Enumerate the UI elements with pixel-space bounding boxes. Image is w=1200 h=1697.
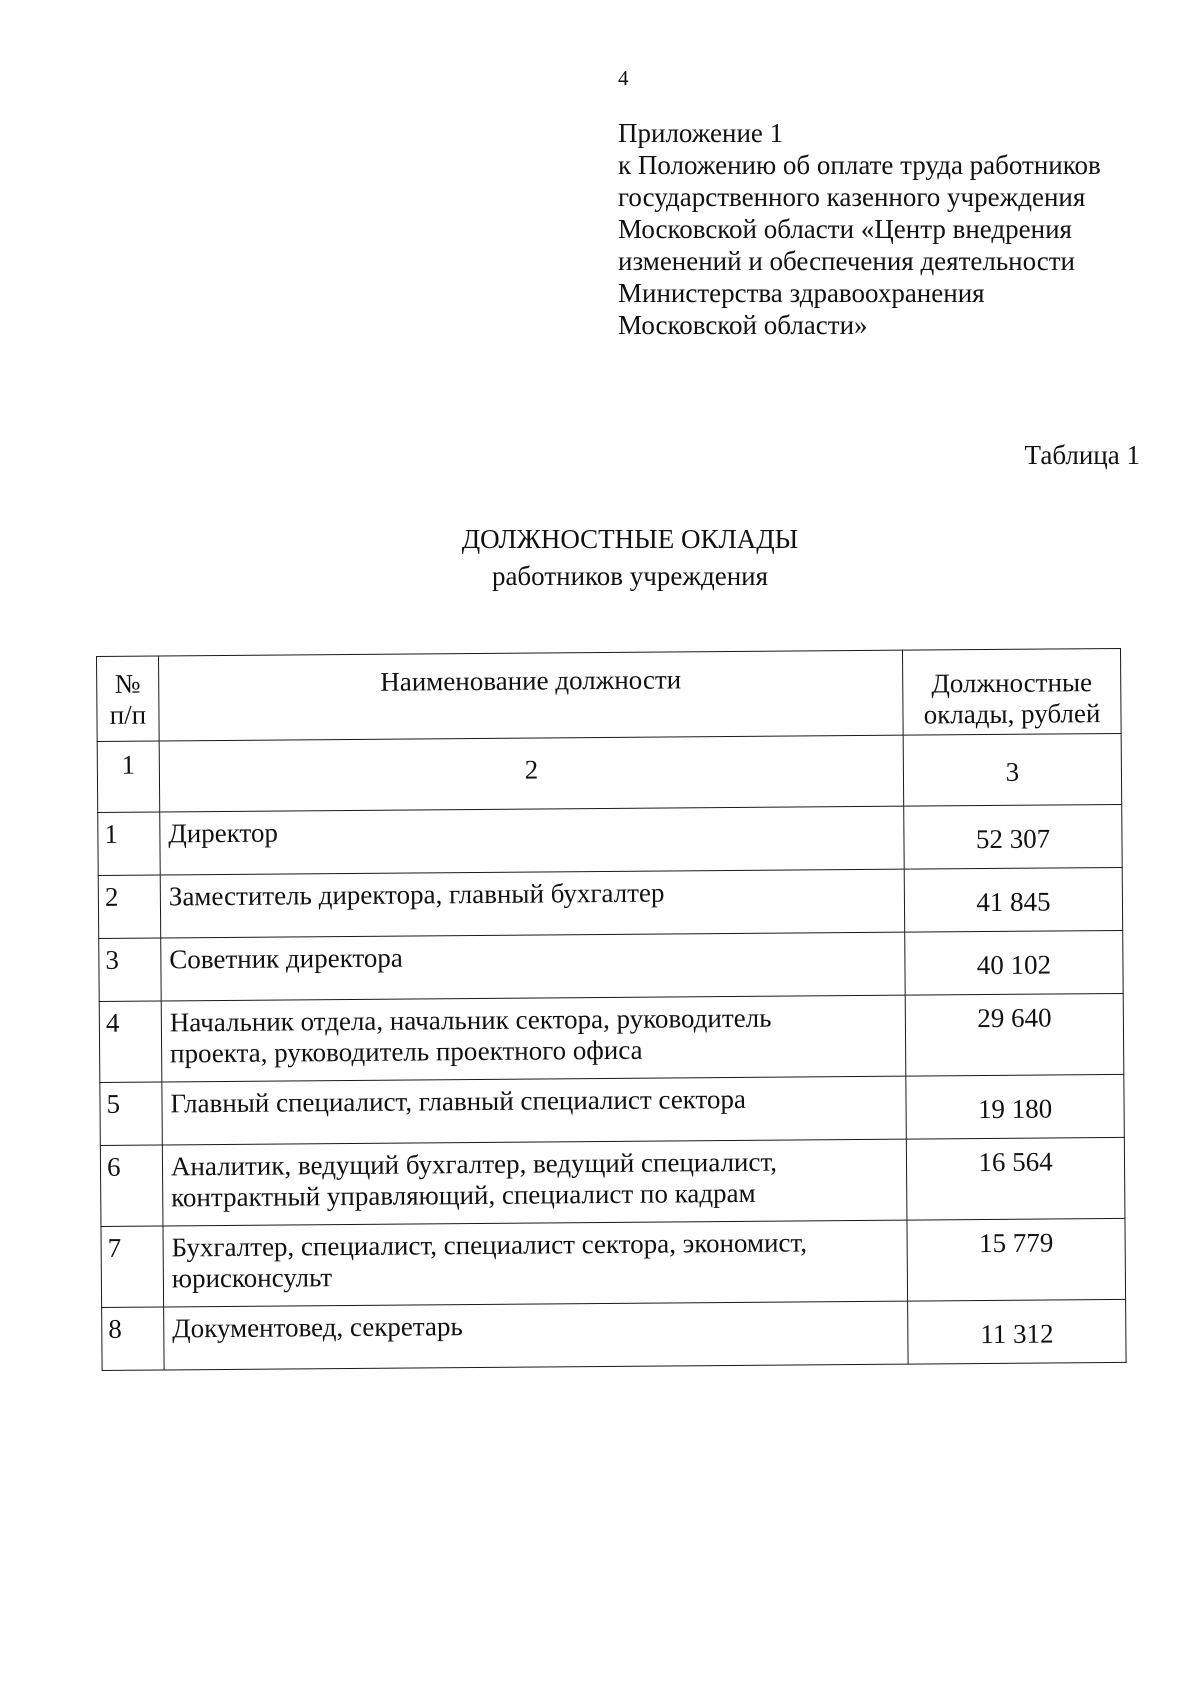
salary-value: 41 845 bbox=[904, 867, 1122, 932]
row-number: 3 bbox=[99, 938, 161, 1001]
position-name: Бухгалтер, специалист, специалист сектора, экономист, юрисконсульт bbox=[163, 1220, 908, 1307]
appendix-line: Московской области» bbox=[618, 310, 868, 340]
salary-value: 19 180 bbox=[906, 1074, 1124, 1139]
table-row bbox=[99, 930, 1123, 1001]
column-index: 2 bbox=[159, 735, 904, 812]
document-title: ДОЛЖНОСТНЫЕ ОКЛАДЫ bbox=[461, 524, 799, 554]
salary-value: 16 564 bbox=[906, 1137, 1125, 1220]
row-number: 4 bbox=[99, 1001, 162, 1082]
appendix-line: Московской области «Центр внедрения bbox=[618, 214, 1072, 244]
position-name: Начальник отдела, начальник сектора, руководитель проекта, руководитель проектного офиса bbox=[161, 995, 906, 1082]
row-number: 2 bbox=[98, 875, 160, 938]
column-index-row bbox=[97, 733, 1122, 812]
header-num: № п/п bbox=[97, 656, 160, 741]
row-number: 6 bbox=[100, 1145, 163, 1226]
appendix-line: к Положению об оплате труда работников bbox=[618, 150, 1101, 180]
table-row bbox=[101, 1218, 1126, 1307]
salary-value: 52 307 bbox=[904, 804, 1122, 869]
position-name: Директор bbox=[160, 806, 905, 875]
table-label: Таблица 1 bbox=[1024, 440, 1140, 470]
salary-value: 11 312 bbox=[908, 1299, 1126, 1364]
column-index: 3 bbox=[903, 733, 1121, 806]
position-name: Заместитель директора, главный бухгалтер bbox=[160, 869, 905, 938]
table-row bbox=[99, 993, 1124, 1082]
page-number: 4 bbox=[618, 66, 629, 90]
row-number: 5 bbox=[100, 1082, 162, 1145]
appendix-line: Приложение 1 bbox=[618, 118, 784, 148]
position-name: Главный специалист, главный специалист сектора bbox=[162, 1076, 907, 1145]
row-number: 8 bbox=[102, 1307, 164, 1370]
position-name: Документовед, секретарь bbox=[164, 1301, 909, 1370]
table-row bbox=[102, 1299, 1126, 1370]
table-header-row bbox=[97, 648, 1122, 741]
table-row bbox=[98, 804, 1122, 875]
table-row bbox=[98, 867, 1122, 938]
column-index: 1 bbox=[97, 741, 160, 812]
row-number: 1 bbox=[98, 812, 160, 875]
salary-value: 29 640 bbox=[905, 993, 1124, 1076]
salary-value: 15 779 bbox=[907, 1218, 1126, 1301]
appendix-line: изменений и обеспечения деятельности bbox=[618, 246, 1076, 276]
table-row bbox=[100, 1137, 1125, 1226]
row-number: 7 bbox=[101, 1226, 164, 1307]
salary-value: 40 102 bbox=[905, 930, 1123, 995]
salary-table bbox=[96, 648, 1127, 1371]
document-subtitle: работников учреждения bbox=[491, 561, 769, 591]
table-row bbox=[100, 1074, 1124, 1145]
header-salary: Должностные оклады, рублей bbox=[903, 648, 1122, 735]
header-name: Наименование должности bbox=[158, 650, 903, 741]
appendix-line: Министерства здравоохранения bbox=[618, 278, 985, 308]
position-name: Аналитик, ведущий бухгалтер, ведущий специалист, контрактный управляющий, специалист по кадрам bbox=[162, 1139, 907, 1226]
appendix-block bbox=[618, 117, 1178, 341]
position-name: Советник директора bbox=[161, 932, 906, 1001]
appendix-line: государственного казенного учреждения bbox=[618, 182, 1086, 212]
